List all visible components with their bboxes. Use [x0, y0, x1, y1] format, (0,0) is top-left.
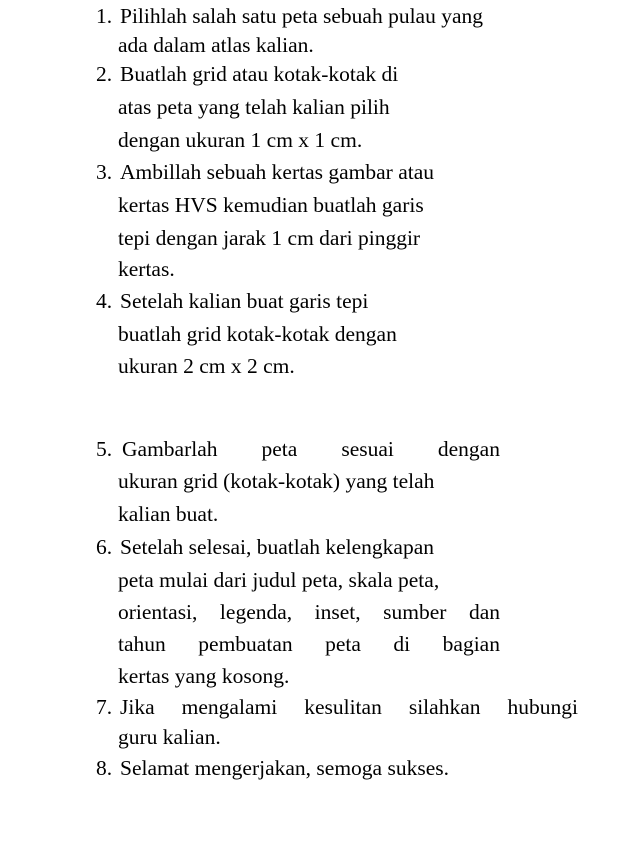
- instruction-text: Buatlah grid atau kotak-kotak di: [120, 62, 399, 86]
- instruction-text: ada dalam atlas kalian.: [118, 33, 314, 57]
- instruction-text: atas peta yang telah kalian pilih: [118, 95, 390, 119]
- instruction-text: guru kalian.: [118, 725, 221, 749]
- instruction-text: [118, 599, 500, 625]
- instruction-number: 7.: [96, 695, 113, 719]
- instruction-number: 1.: [96, 4, 113, 28]
- instruction-text: Setelah selesai, buatlah kelengkapan: [120, 535, 435, 559]
- instruction-line: [96, 599, 500, 625]
- instruction-line: [96, 436, 500, 462]
- word: inset,: [314, 600, 361, 624]
- word: kesulitan: [304, 695, 382, 719]
- instruction-number: 2.: [96, 62, 113, 86]
- instruction-text: Setelah kalian buat garis tepi: [120, 289, 369, 313]
- instruction-text: Selamat mengerjakan, semoga sukses.: [120, 756, 449, 780]
- word: orientasi,: [118, 600, 198, 624]
- word: legenda,: [219, 600, 293, 624]
- instruction-text: [118, 631, 500, 657]
- instruction-text: Ambillah sebuah kertas gambar atau: [120, 160, 435, 184]
- instruction-text: kertas yang kosong.: [118, 664, 290, 688]
- word: bagian: [442, 632, 500, 656]
- instruction-text: peta mulai dari judul peta, skala peta,: [118, 568, 440, 592]
- word: pembuatan: [198, 632, 293, 656]
- word: dan: [468, 600, 500, 624]
- instruction-number: 5.: [96, 437, 113, 461]
- instruction-text: [120, 694, 578, 720]
- instruction-text: tepi dengan jarak 1 cm dari pinggir: [118, 226, 421, 250]
- word: di: [393, 632, 411, 656]
- instruction-text: dengan ukuran 1 cm x 1 cm.: [118, 128, 363, 152]
- instruction-number: 3.: [96, 160, 113, 184]
- instruction-line: [96, 631, 500, 657]
- instruction-text: kalian buat.: [118, 502, 219, 526]
- instruction-text: ukuran 2 cm x 2 cm.: [118, 354, 295, 378]
- word: sesuai: [341, 437, 394, 461]
- word: hubungi: [507, 695, 578, 719]
- instruction-text: buatlah grid kotak-kotak dengan: [118, 322, 397, 346]
- word: silahkan: [408, 695, 481, 719]
- instruction-line: [96, 694, 578, 720]
- instruction-text: ukuran grid (kotak-kotak) yang telah: [118, 469, 435, 493]
- word: Jika: [120, 695, 155, 719]
- word: mengalami: [181, 695, 278, 719]
- word: dengan: [437, 437, 500, 461]
- word: Gambarlah: [122, 437, 218, 461]
- instruction-text: [122, 436, 500, 462]
- word: peta: [325, 632, 361, 656]
- word: sumber: [383, 600, 447, 624]
- instruction-number: 8.: [96, 756, 113, 780]
- instruction-number: 4.: [96, 289, 113, 313]
- instruction-number: 6.: [96, 535, 113, 559]
- instruction-text: kertas HVS kemudian buatlah garis: [118, 193, 424, 217]
- instruction-text: Pilihlah salah satu peta sebuah pulau yang: [120, 4, 484, 28]
- word: peta: [261, 437, 298, 461]
- instruction-text: kertas.: [118, 257, 175, 281]
- word: tahun: [118, 632, 166, 656]
